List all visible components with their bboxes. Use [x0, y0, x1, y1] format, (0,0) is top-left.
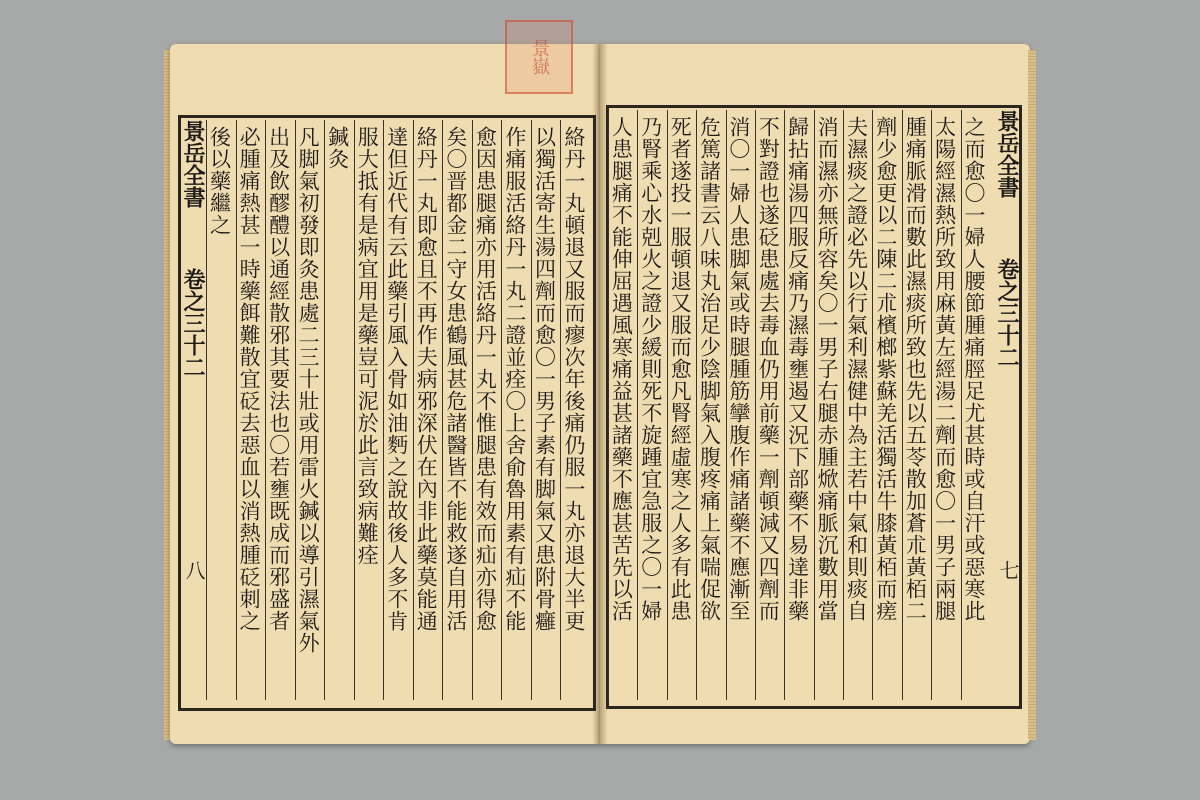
text-column: 太陽經濕熱所致用麻黃左經湯二劑而愈〇一男子兩腿 [932, 116, 957, 622]
text-column: 之而愈〇一婦人腰節腫痛脛足尤甚時或自汗或惡寒此 [961, 116, 986, 622]
text-column: 矣〇晋都金二守女患鶴風甚危諸醫皆不能救遂自用活 [443, 126, 468, 632]
right-volume-label: 卷之三十二 [994, 258, 1020, 368]
text-column: 以獨活寄生湯四劑而愈〇一男子素有脚氣又患附骨癰 [532, 126, 557, 632]
text-column: 消〇一婦人患脚氣或時腿腫筋攣腹作痛諸藥不應漸至 [726, 116, 751, 622]
text-column: 人患腿痛不能伸屈遇風寒痛益甚諸藥不應甚苦先以活 [609, 116, 634, 622]
text-column: 必腫痛熱甚一時藥餌難散宜砭去惡血以消熱腫砭刺之 [237, 126, 262, 632]
right-fold-number: 七 [996, 560, 1020, 580]
text-column: 出及飲醪醴以通經散邪其要法也〇若壅既成而邪盛者 [266, 126, 291, 632]
text-column: 愈因患腿痛亦用活絡丹一丸不惟腿患有效而疝亦得愈 [473, 126, 498, 632]
left-book-title: 景岳全書 [180, 120, 206, 208]
text-column: 絡丹一丸頓退又服而瘳次年後痛仍服一丸亦退大半更 [561, 126, 586, 632]
text-column: 鍼灸 [325, 126, 350, 170]
right-page-edge [1028, 50, 1036, 740]
collector-seal: 景嶽 [505, 20, 573, 94]
text-column: 凡脚氣初發即灸患處二三十壯或用雷火鍼以導引濕氣外 [296, 126, 321, 654]
text-column: 服大抵有是病宜用是藥豈可泥於此言致病難痊 [355, 126, 380, 566]
right-book-title: 景岳全書 [994, 110, 1020, 198]
text-column: 絡丹一丸即愈且不再作夫病邪深伏在內非此藥莫能通 [414, 126, 439, 632]
text-column: 夫濕痰之證必先以行氣利濕健中為主若中氣和則痰自 [844, 116, 869, 622]
text-column: 歸拈痛湯四服反痛乃濕毒壅遏又況下部藥不易達非藥 [785, 116, 810, 622]
left-volume-label: 卷之三十二 [180, 268, 206, 378]
text-column: 達但近代有云此藥引風入骨如油麪之說故後人多不肯 [384, 126, 409, 632]
text-column: 乃腎乘心水剋火之證少緩則死不旋踵宜急服之〇一婦 [638, 116, 663, 622]
text-column: 消而濕亦無所容矣〇一男子右腿赤腫焮痛脈沉數用當 [815, 116, 840, 622]
text-column: 劑少愈更以二陳二朮檳榔紫蘇羌活獨活牛膝黃栢而瘥 [873, 116, 898, 622]
text-column: 後以藥繼之 [207, 126, 232, 236]
text-column: 死者遂投一服頓退又服而愈凡腎經虛寒之人多有此患 [668, 116, 693, 622]
text-column: 作痛服活絡丹一丸二證並痊〇上舍俞魯用素有疝不能 [502, 126, 527, 632]
text-column: 腫痛脈滑而數此濕痰所致也先以五苓散加蒼朮黃栢二 [903, 116, 928, 622]
left-fold-number: 八 [182, 560, 206, 580]
text-column: 不對證也遂砭患處去毒血仍用前藥一劑頓減又四劑而 [756, 116, 781, 622]
text-column: 危篤諸書云八味丸治足少陰脚氣入腹疼痛上氣喘促欲 [697, 116, 722, 622]
